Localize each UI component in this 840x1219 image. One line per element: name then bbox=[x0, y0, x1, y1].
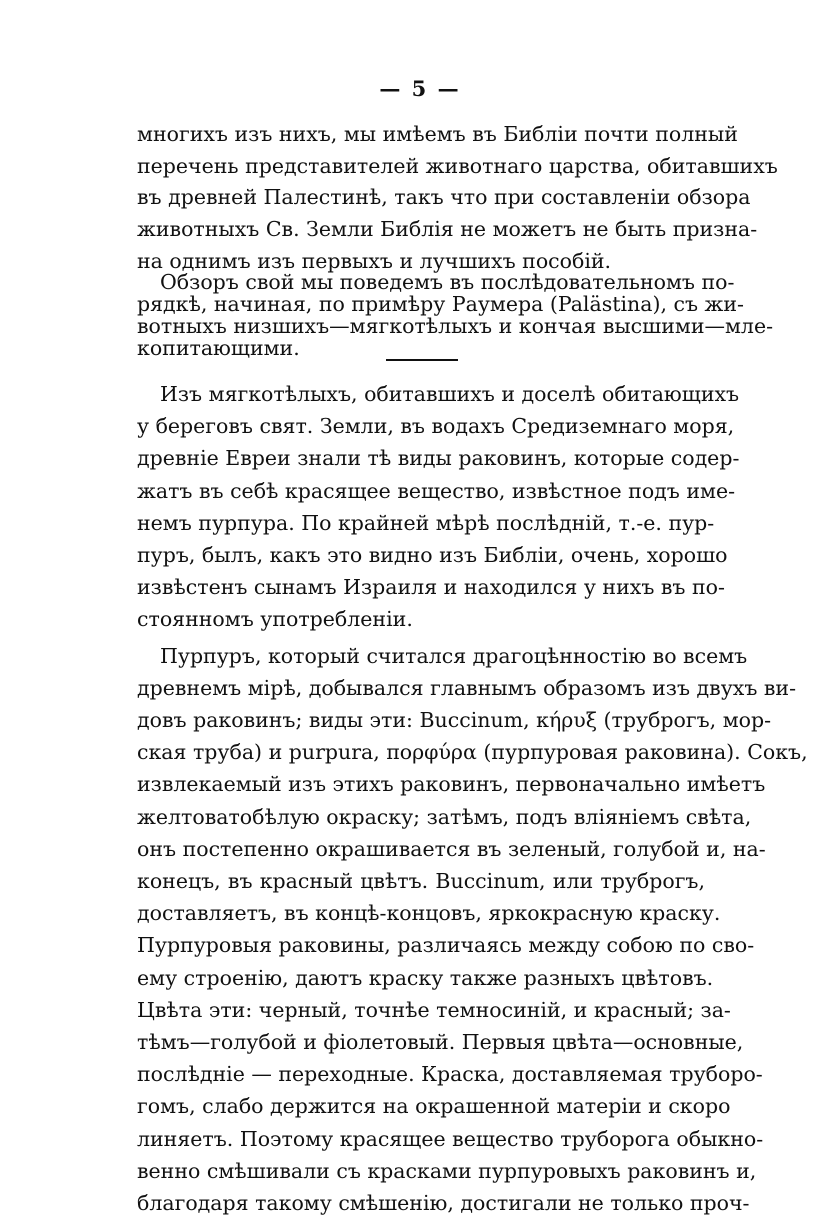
text-line: довъ раковинъ; виды эти: Buccinum, κήρυξ (труброгъ, мор- bbox=[137, 708, 772, 732]
text-line: гомъ, слабо держится на окрашенной матеріи и скоро bbox=[137, 1094, 731, 1118]
paragraph-start-line: Обзоръ свой мы поведемъ въ послѣдовательномъ по- bbox=[160, 270, 735, 294]
text-line: пуръ, былъ, какъ это видно изъ Библіи, очень, хорошо bbox=[137, 543, 728, 567]
text-line: жатъ въ себѣ красящее вещество, извѣстное подъ име- bbox=[137, 479, 736, 503]
text-line: доставляетъ, въ концѣ-концовъ, яркокрасную краску. bbox=[137, 901, 721, 925]
text-line: желтоватобѣлую окраску; затѣмъ, подъ вліяніемъ свѣта, bbox=[137, 805, 752, 829]
text-line: въ древней Палестинѣ, такъ что при составленіи обзора bbox=[137, 185, 751, 209]
text-line: линяетъ. Поэтому красящее вещество труборога обыкно- bbox=[137, 1127, 764, 1151]
text-line: древніе Евреи знали тѣ виды раковинъ, которые содер- bbox=[137, 446, 740, 470]
text-line: многихъ изъ нихъ, мы имѣемъ въ Библіи почти полный bbox=[137, 122, 738, 146]
text-line: послѣдніе — переходные. Краска, доставляемая труборо- bbox=[137, 1062, 763, 1086]
text-line: Пурпуровыя раковины, различаясь между собою по сво- bbox=[137, 933, 755, 957]
text-line: извлекаемый изъ этихъ раковинъ, первоначально имѣетъ bbox=[137, 772, 766, 796]
text-line: вотныхъ низшихъ—мягкотѣлыхъ и кончая высшими—мле- bbox=[137, 314, 774, 338]
paragraph-start-line: Пурпуръ, который считался драгоцѣнностію во всемъ bbox=[160, 644, 748, 668]
text-line: немъ пурпура. По крайней мѣрѣ послѣдній, т.-е. пур- bbox=[137, 511, 715, 535]
text-line: венно смѣшивали съ красками пурпуровыхъ раковинъ и, bbox=[137, 1159, 757, 1183]
text-line: ему строенію, даютъ краску также разныхъ цвѣтовъ. bbox=[137, 966, 714, 990]
text-line: извѣстенъ сынамъ Израиля и находился у нихъ въ по- bbox=[137, 575, 725, 599]
text-line: конецъ, въ красный цвѣтъ. Buccinum, или труброгъ, bbox=[137, 869, 705, 893]
text-line: онъ постепенно окрашивается въ зеленый, голубой и, на- bbox=[137, 837, 766, 861]
text-line: копитающими. bbox=[137, 336, 300, 360]
text-line: перечень представителей животнаго царства, обитавшихъ bbox=[137, 154, 778, 178]
page-number: — 5 — bbox=[379, 76, 461, 101]
text-line: Цвѣта эти: черный, точнѣе темносиній, и красный; за- bbox=[137, 998, 731, 1022]
text-line: тѣмъ—голубой и фіолетовый. Первыя цвѣта—основные, bbox=[137, 1030, 744, 1054]
text-line: у береговъ свят. Земли, въ водахъ Средиземнаго моря, bbox=[137, 414, 735, 438]
text-line: ская труба) и purpura, πορφύρα (пурпуровая раковина). Сокъ, bbox=[137, 740, 808, 764]
text-line: благодаря такому смѣшенію, достигали не только проч- bbox=[137, 1191, 750, 1215]
text-line: животныхъ Св. Земли Библія не можетъ не быть призна- bbox=[137, 217, 758, 241]
text-line: древнемъ мірѣ, добывался главнымъ образомъ изъ двухъ ви- bbox=[137, 676, 797, 700]
text-line: стоянномъ употребленіи. bbox=[137, 607, 413, 631]
text-line: на однимъ изъ первыхъ и лучшихъ пособій. bbox=[137, 249, 612, 273]
paragraph-start-line: Изъ мягкотѣлыхъ, обитавшихъ и доселѣ обитающихъ bbox=[160, 382, 740, 406]
text-line: рядкѣ, начиная, по примѣру Раумера (Palästina), съ жи- bbox=[137, 292, 744, 316]
